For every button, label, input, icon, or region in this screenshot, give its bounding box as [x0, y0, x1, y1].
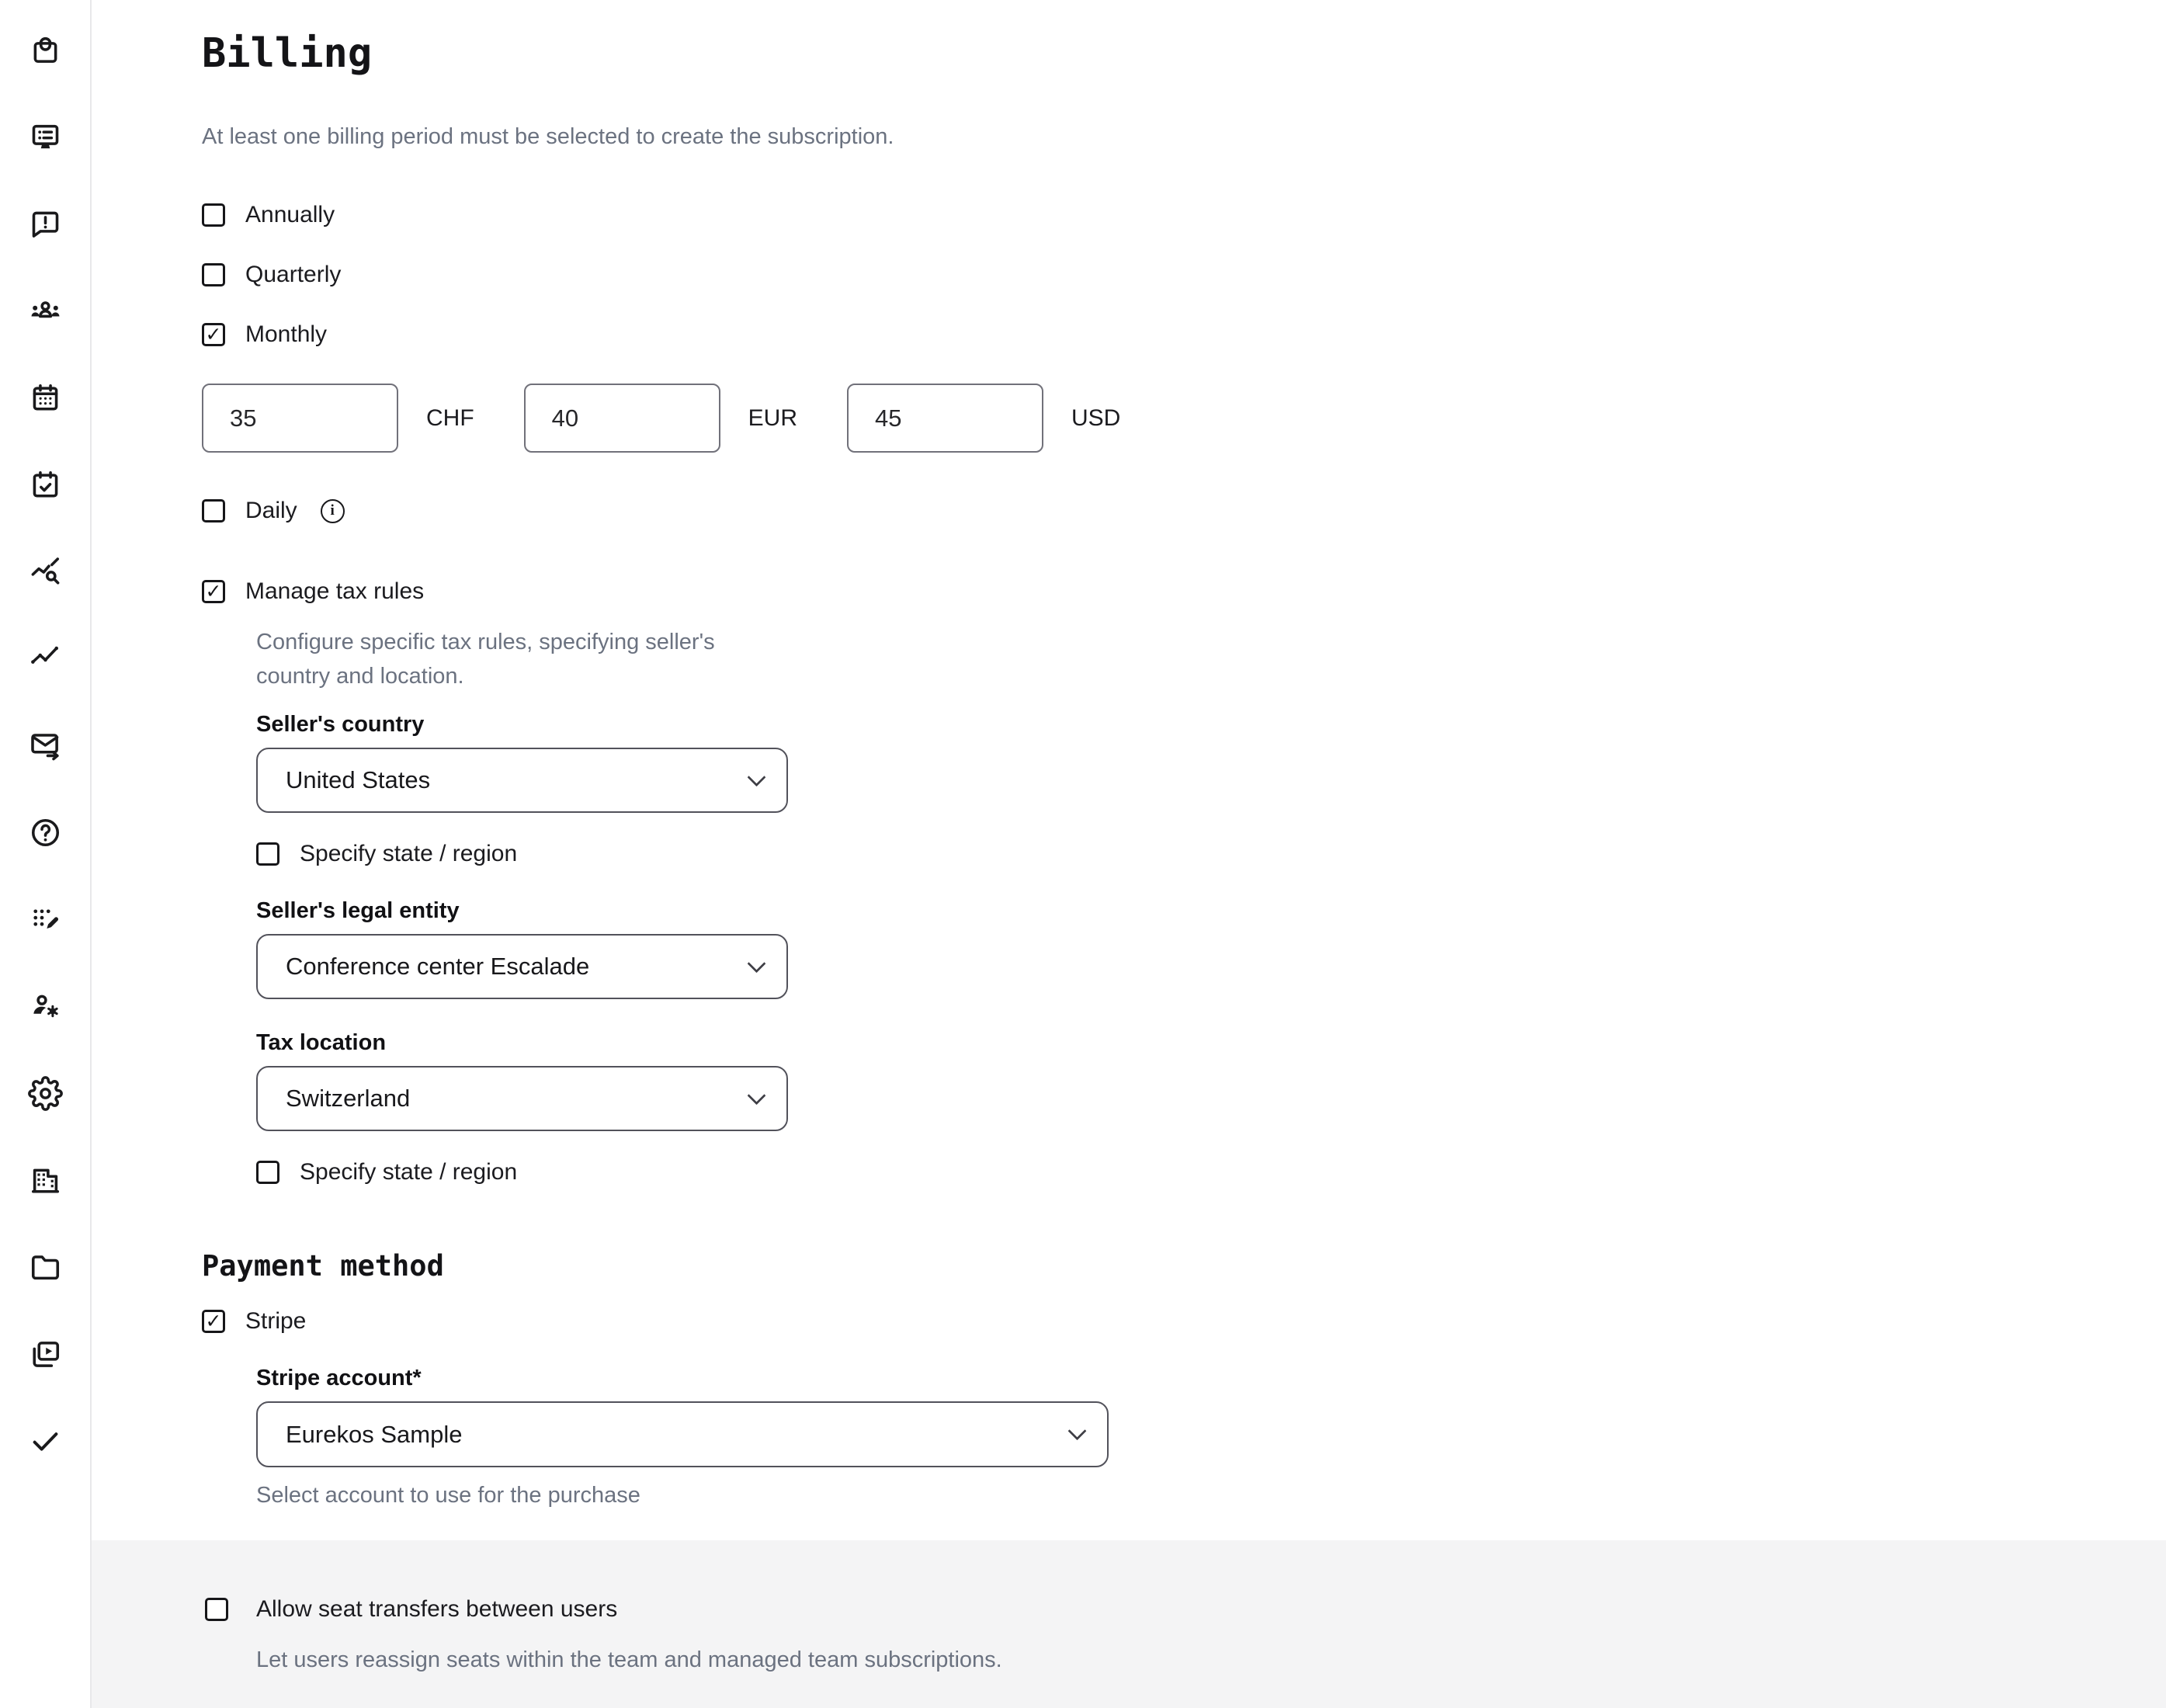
payment-method-heading: Payment method: [202, 1249, 444, 1283]
calendar-check-icon: [28, 467, 63, 506]
chevron-down-icon: [747, 1086, 765, 1105]
annually-checkbox[interactable]: [202, 203, 225, 227]
quarterly-label: Quarterly: [245, 262, 342, 287]
sidebar-item-analytics[interactable]: [28, 556, 63, 591]
daily-row: [202, 498, 2166, 524]
quarterly-row: [202, 262, 2166, 288]
price-group-usd: [847, 384, 1120, 453]
seller-country-select[interactable]: [256, 748, 788, 813]
legal-entity-select[interactable]: [256, 934, 788, 999]
trend-line-icon: [28, 641, 63, 680]
settings-gear-icon: [28, 1076, 63, 1115]
price-group-chf: [202, 384, 474, 453]
chevron-down-icon: [747, 954, 765, 973]
seller-country-value: United States: [286, 766, 431, 793]
sidebar-item-reports[interactable]: [28, 643, 63, 678]
price-group-eur: [524, 384, 797, 453]
sidebar-item-user-management[interactable]: [28, 991, 63, 1026]
checkmark-icon: [28, 1424, 63, 1463]
sidebar-item-store[interactable]: [28, 34, 63, 69]
specify-state-country-row: [256, 841, 2166, 867]
stripe-account-select[interactable]: [256, 1401, 1109, 1467]
stripe-account-label: Stripe account*: [256, 1366, 422, 1390]
presentation-list-icon: [28, 120, 63, 158]
specify-state-country-label: Specify state / region: [300, 841, 518, 866]
quarterly-checkbox[interactable]: [202, 263, 225, 286]
daily-info-icon[interactable]: [321, 499, 345, 523]
tax-fields: [256, 710, 2166, 1186]
shopping-bag-icon: [28, 33, 63, 71]
person-gear-icon: [28, 989, 63, 1028]
help-circle-icon: [28, 815, 63, 854]
manage-tax-label: Manage tax rules: [245, 578, 425, 604]
video-library-icon: [28, 1337, 63, 1376]
price-chf-input[interactable]: [202, 384, 398, 453]
sidebar-item-help[interactable]: [28, 817, 63, 852]
sidebar-item-events[interactable]: [28, 469, 63, 504]
sidebar-nav: [0, 0, 92, 1708]
monthly-label: Monthly: [245, 321, 328, 347]
sidebar-item-customize[interactable]: [28, 904, 63, 939]
stripe-fields: [256, 1364, 2166, 1508]
seat-transfer-row: [205, 1596, 2166, 1623]
sidebar-item-email[interactable]: [28, 730, 63, 765]
message-alert-icon: [28, 207, 63, 245]
annually-label: Annually: [245, 202, 335, 227]
folder-icon: [28, 1250, 63, 1289]
specify-state-location-checkbox[interactable]: [256, 1161, 279, 1184]
content-column: [92, 0, 2166, 1708]
daily-label: Daily: [245, 498, 297, 523]
manage-tax-row: [202, 578, 2166, 605]
legal-entity-value: Conference center Escalade: [286, 953, 590, 980]
people-icon: [28, 293, 63, 332]
mail-forward-icon: [28, 728, 63, 767]
billing-form: [92, 0, 2166, 1540]
tax-location-value: Switzerland: [286, 1085, 411, 1112]
legal-entity-label: Seller's legal entity: [256, 898, 460, 923]
chevron-down-icon: [1067, 1422, 1086, 1440]
seat-transfer-label: Allow seat transfers between users: [256, 1596, 618, 1622]
stripe-checkbox[interactable]: [202, 1310, 225, 1333]
annually-row: [202, 202, 2166, 228]
stripe-account-value: Eurekos Sample: [286, 1420, 463, 1448]
billing-period-group: [202, 202, 2166, 348]
sidebar-item-teams[interactable]: [28, 295, 63, 330]
tax-location-label: Tax location: [256, 1030, 387, 1055]
stripe-account-help: Select account to use for the purchase: [256, 1483, 640, 1508]
seat-transfer-description: Let users reassign seats within the team and managed team subscriptions.: [256, 1647, 1002, 1672]
price-usd-input[interactable]: [847, 384, 1043, 453]
sidebar-item-files[interactable]: [28, 1251, 63, 1286]
tax-location-select[interactable]: [256, 1066, 788, 1131]
manage-tax-description: Configure specific tax rules, specifying seller's country and location.: [256, 630, 715, 689]
currency-eur-label: EUR: [748, 404, 797, 431]
sidebar-item-feedback[interactable]: [28, 208, 63, 243]
calendar-icon: [28, 380, 63, 419]
sidebar-item-tasks[interactable]: [28, 1425, 63, 1460]
daily-checkbox[interactable]: [202, 499, 225, 522]
manage-tax-checkbox[interactable]: [202, 580, 225, 603]
page-title: Billing: [202, 30, 373, 77]
currency-usd-label: USD: [1071, 404, 1121, 431]
seat-transfer-checkbox[interactable]: [205, 1598, 228, 1621]
sidebar-item-calendar[interactable]: [28, 382, 63, 417]
specify-state-location-row: [256, 1159, 2166, 1186]
monthly-row: [202, 321, 2166, 348]
dots-edit-icon: [28, 902, 63, 941]
sidebar-item-settings[interactable]: [28, 1078, 63, 1113]
specify-state-location-label: Specify state / region: [300, 1159, 518, 1185]
sidebar-item-media[interactable]: [28, 1338, 63, 1373]
chevron-down-icon: [747, 768, 765, 786]
chart-search-icon: [28, 554, 63, 593]
stripe-row: [202, 1308, 2166, 1335]
monthly-price-row: [202, 384, 2166, 453]
seller-country-label: Seller's country: [256, 712, 425, 737]
sidebar-item-organization[interactable]: [28, 1165, 63, 1199]
page-subtitle: At least one billing period must be selected to create the subscription.: [202, 124, 894, 149]
stripe-label: Stripe: [245, 1308, 307, 1334]
monthly-checkbox[interactable]: [202, 323, 225, 346]
price-eur-input[interactable]: [524, 384, 720, 453]
building-icon: [28, 1163, 63, 1202]
sidebar-item-content[interactable]: [28, 121, 63, 156]
seat-transfer-section: [92, 1540, 2166, 1708]
currency-chf-label: CHF: [426, 404, 474, 431]
specify-state-country-checkbox[interactable]: [256, 842, 279, 866]
